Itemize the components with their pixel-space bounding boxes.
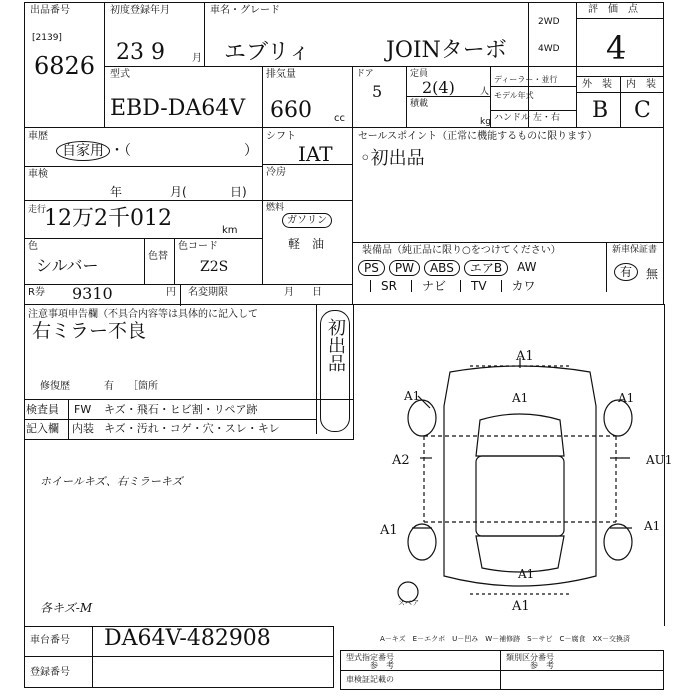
inspector-label-1: 検査員 bbox=[26, 403, 59, 416]
grade: JOINターボ bbox=[386, 38, 507, 63]
fuel-gasoline bbox=[282, 216, 332, 226]
door-label: ドア bbox=[356, 69, 374, 79]
inspector-row-2: キズ・汚れ・コゲ・穴・スレ・キレ bbox=[104, 422, 280, 435]
remarks-line-1: ホイールキズ、右ミラーキズ bbox=[40, 475, 183, 488]
divider bbox=[406, 66, 407, 128]
load-unit: kg bbox=[480, 117, 491, 127]
damage-mark: A1 bbox=[644, 519, 661, 533]
equipment-item: ナビ bbox=[411, 280, 456, 292]
ext-label: 外 装 bbox=[582, 79, 612, 90]
chassis-value: DA64V-482908 bbox=[104, 626, 271, 651]
equipment-item: TV bbox=[460, 280, 497, 292]
damage-mark: A1 bbox=[404, 389, 421, 403]
wheel-front-right bbox=[604, 400, 632, 436]
divider bbox=[24, 166, 262, 167]
name-change-month: 月 bbox=[284, 287, 294, 298]
color-code-label: 色コード bbox=[178, 241, 218, 252]
mileage-unit: km bbox=[222, 225, 238, 236]
divider bbox=[262, 200, 352, 201]
wd2-label: 2WD bbox=[538, 17, 560, 27]
load-label: 積載 bbox=[410, 99, 429, 109]
history-rest: ・（ bbox=[110, 143, 131, 159]
handle-label: ハンドル 左・右 bbox=[494, 113, 560, 123]
divider bbox=[174, 238, 175, 284]
divider bbox=[24, 440, 25, 626]
repair-has: 有 bbox=[104, 381, 114, 392]
damage-mark: A1 bbox=[512, 391, 529, 405]
wheel-rear-right bbox=[604, 524, 632, 560]
name-change-day: 日 bbox=[312, 287, 322, 298]
new-car-warranty-label: 新車保証書 bbox=[612, 245, 658, 255]
category-label: 類別区分番号 bbox=[506, 653, 554, 662]
color-label: 色 bbox=[28, 241, 38, 252]
chassis-label: 車台番号 bbox=[30, 635, 70, 646]
divider bbox=[68, 400, 69, 440]
recycle-unit: 円 bbox=[166, 287, 176, 298]
divider bbox=[180, 284, 181, 306]
inspector-row-1: キズ・飛石・ヒビ割・リペア跡 bbox=[104, 403, 258, 416]
equipment-row-2 bbox=[370, 280, 546, 292]
remarks-line-2: 各キズ-M bbox=[40, 601, 93, 615]
car-name-label: 車名・グレード bbox=[210, 5, 280, 16]
divider bbox=[204, 2, 205, 66]
history-label: 車歴 bbox=[28, 131, 48, 142]
lot-code: [2139] bbox=[32, 33, 62, 43]
divider bbox=[262, 128, 263, 284]
recycle-label: R券 bbox=[28, 287, 45, 298]
divider bbox=[352, 66, 353, 128]
damage-mark: A1 bbox=[618, 391, 635, 405]
repair-parts: ［箇所 bbox=[128, 381, 158, 392]
capacity-unit: 人 bbox=[480, 87, 490, 97]
equipment-item: SR bbox=[370, 280, 407, 292]
wheel-rear-left bbox=[408, 524, 436, 560]
equipment-label: 装備品（純正品に限り○をつけてください） bbox=[362, 245, 561, 256]
divider bbox=[340, 670, 664, 671]
notes-label: 注意事項申告欄（不具合内容等は具体的に記入して bbox=[28, 309, 258, 320]
divider bbox=[576, 2, 577, 128]
damage-mark: A1 bbox=[380, 523, 398, 538]
dealer-label: ディーラー・並行 bbox=[494, 75, 558, 84]
equipment-item: ABS bbox=[424, 260, 460, 276]
divider bbox=[352, 242, 664, 243]
equipment-item: PW bbox=[389, 260, 420, 276]
inspector-in: 内装 bbox=[72, 422, 94, 435]
mileage-value: 12万2千012 bbox=[44, 206, 172, 231]
divider bbox=[24, 238, 262, 239]
equipment-item: PS bbox=[358, 260, 385, 276]
divider bbox=[104, 66, 664, 67]
divider bbox=[24, 419, 316, 420]
lot-label: 出品番号 bbox=[30, 5, 70, 16]
sales-label: セールスポイント（正常に機能するものに限ります） bbox=[358, 131, 598, 142]
month-unit: 月 bbox=[192, 53, 202, 64]
first-reg-label: 初度登録年月 bbox=[110, 5, 170, 16]
color-code-value: Z2S bbox=[200, 259, 229, 275]
damage-mark: A1 bbox=[518, 567, 535, 581]
int-label: 内 装 bbox=[626, 79, 656, 90]
repair-label: 修復歴 bbox=[40, 381, 70, 392]
wheel-front-left bbox=[408, 400, 436, 436]
equipment-item: AW bbox=[517, 260, 537, 274]
fuel-label: 燃料 bbox=[266, 203, 285, 213]
history-value bbox=[56, 144, 131, 158]
car-roof bbox=[476, 456, 564, 536]
inspector-fw: FW bbox=[74, 403, 92, 416]
lot-number: 6826 bbox=[34, 52, 96, 80]
divider bbox=[104, 2, 105, 128]
reference-label-2: 参 考 bbox=[530, 661, 554, 670]
eval-score: 4 bbox=[606, 29, 627, 67]
car-name: エブリィ bbox=[224, 40, 311, 65]
displacement-unit: cc bbox=[334, 113, 345, 124]
wd4-label: 4WD bbox=[538, 44, 560, 54]
equipment-row-1 bbox=[358, 260, 541, 276]
sales-value: ◦初出品 bbox=[360, 148, 425, 169]
equipment-item: カワ bbox=[501, 280, 546, 292]
fuel-gasoline-circled: ガソリン bbox=[282, 213, 332, 228]
spare-label: スペア bbox=[398, 599, 419, 607]
history-close: ） bbox=[244, 143, 258, 159]
damage-mark: A1 bbox=[512, 599, 530, 614]
inspection-month: 月( bbox=[170, 185, 187, 199]
inspection-label: 車検 bbox=[28, 169, 48, 180]
history-circled: 自家用 bbox=[56, 141, 110, 161]
model-value: EBD-DA64V bbox=[110, 96, 246, 121]
inspector-label-2: 記入欄 bbox=[26, 422, 59, 435]
displacement-label: 排気量 bbox=[266, 69, 296, 80]
divider bbox=[490, 110, 576, 111]
capacity-value: 2(4) bbox=[422, 78, 455, 97]
inspection-year: 年 bbox=[110, 185, 123, 199]
divider bbox=[620, 76, 621, 128]
type-designation-label: 型式指定番号 bbox=[346, 653, 394, 662]
color-tone-label: 色替 bbox=[148, 251, 168, 262]
divider bbox=[606, 242, 607, 292]
modelyear-label: モデル年式 bbox=[494, 91, 534, 100]
damage-mark: A1 bbox=[516, 349, 534, 364]
warranty-has bbox=[614, 266, 638, 278]
shift-value: IAT bbox=[298, 142, 333, 166]
divider bbox=[576, 18, 664, 19]
aircon-label: 冷房 bbox=[266, 167, 286, 178]
mileage-label: 走行 bbox=[28, 205, 47, 215]
reference-label: 参 考 bbox=[370, 661, 394, 670]
divider bbox=[92, 626, 93, 688]
warranty-has-circled: 有 bbox=[614, 263, 638, 281]
color-value: シルバー bbox=[36, 256, 99, 275]
damage-legend: A－キズ E－エクボ U－凹み W－補修跡 S－サビ C－腐食 XX－交換済 bbox=[380, 635, 631, 643]
eval-label: 評 価 点 bbox=[588, 4, 638, 15]
divider bbox=[352, 128, 353, 304]
divider bbox=[262, 66, 263, 128]
registration-label: 登録番号 bbox=[30, 667, 70, 678]
shift-label: シフト bbox=[266, 131, 296, 142]
damage-mark: AU1 bbox=[646, 453, 673, 467]
name-change-label: 名変期限 bbox=[188, 287, 228, 298]
divider bbox=[24, 656, 334, 657]
approval-label: 車検証記載の bbox=[346, 675, 394, 684]
int-grade: C bbox=[634, 98, 651, 123]
equipment-item: エアB bbox=[464, 260, 508, 276]
divider bbox=[24, 200, 262, 201]
first-listing-stamp-text: 初出品 bbox=[325, 318, 346, 372]
door-value: 5 bbox=[372, 82, 383, 101]
car-windshield bbox=[476, 414, 564, 456]
fuel-diesel: 軽 油 bbox=[288, 237, 325, 251]
inspection-day: 日) bbox=[230, 185, 247, 199]
divider bbox=[576, 92, 664, 93]
ext-grade: B bbox=[592, 98, 609, 123]
notes-value: 右ミラー不良 bbox=[32, 320, 147, 342]
first-reg-value: 23 9 bbox=[116, 40, 165, 65]
recycle-value: 9310 bbox=[72, 284, 113, 303]
divider bbox=[490, 86, 576, 87]
model-label: 型式 bbox=[110, 69, 130, 80]
warranty-none: 無 bbox=[646, 267, 659, 281]
capacity-label: 定員 bbox=[410, 69, 429, 79]
damage-mark: A2 bbox=[392, 453, 410, 468]
displacement-value: 660 bbox=[270, 98, 312, 123]
divider bbox=[144, 238, 145, 284]
